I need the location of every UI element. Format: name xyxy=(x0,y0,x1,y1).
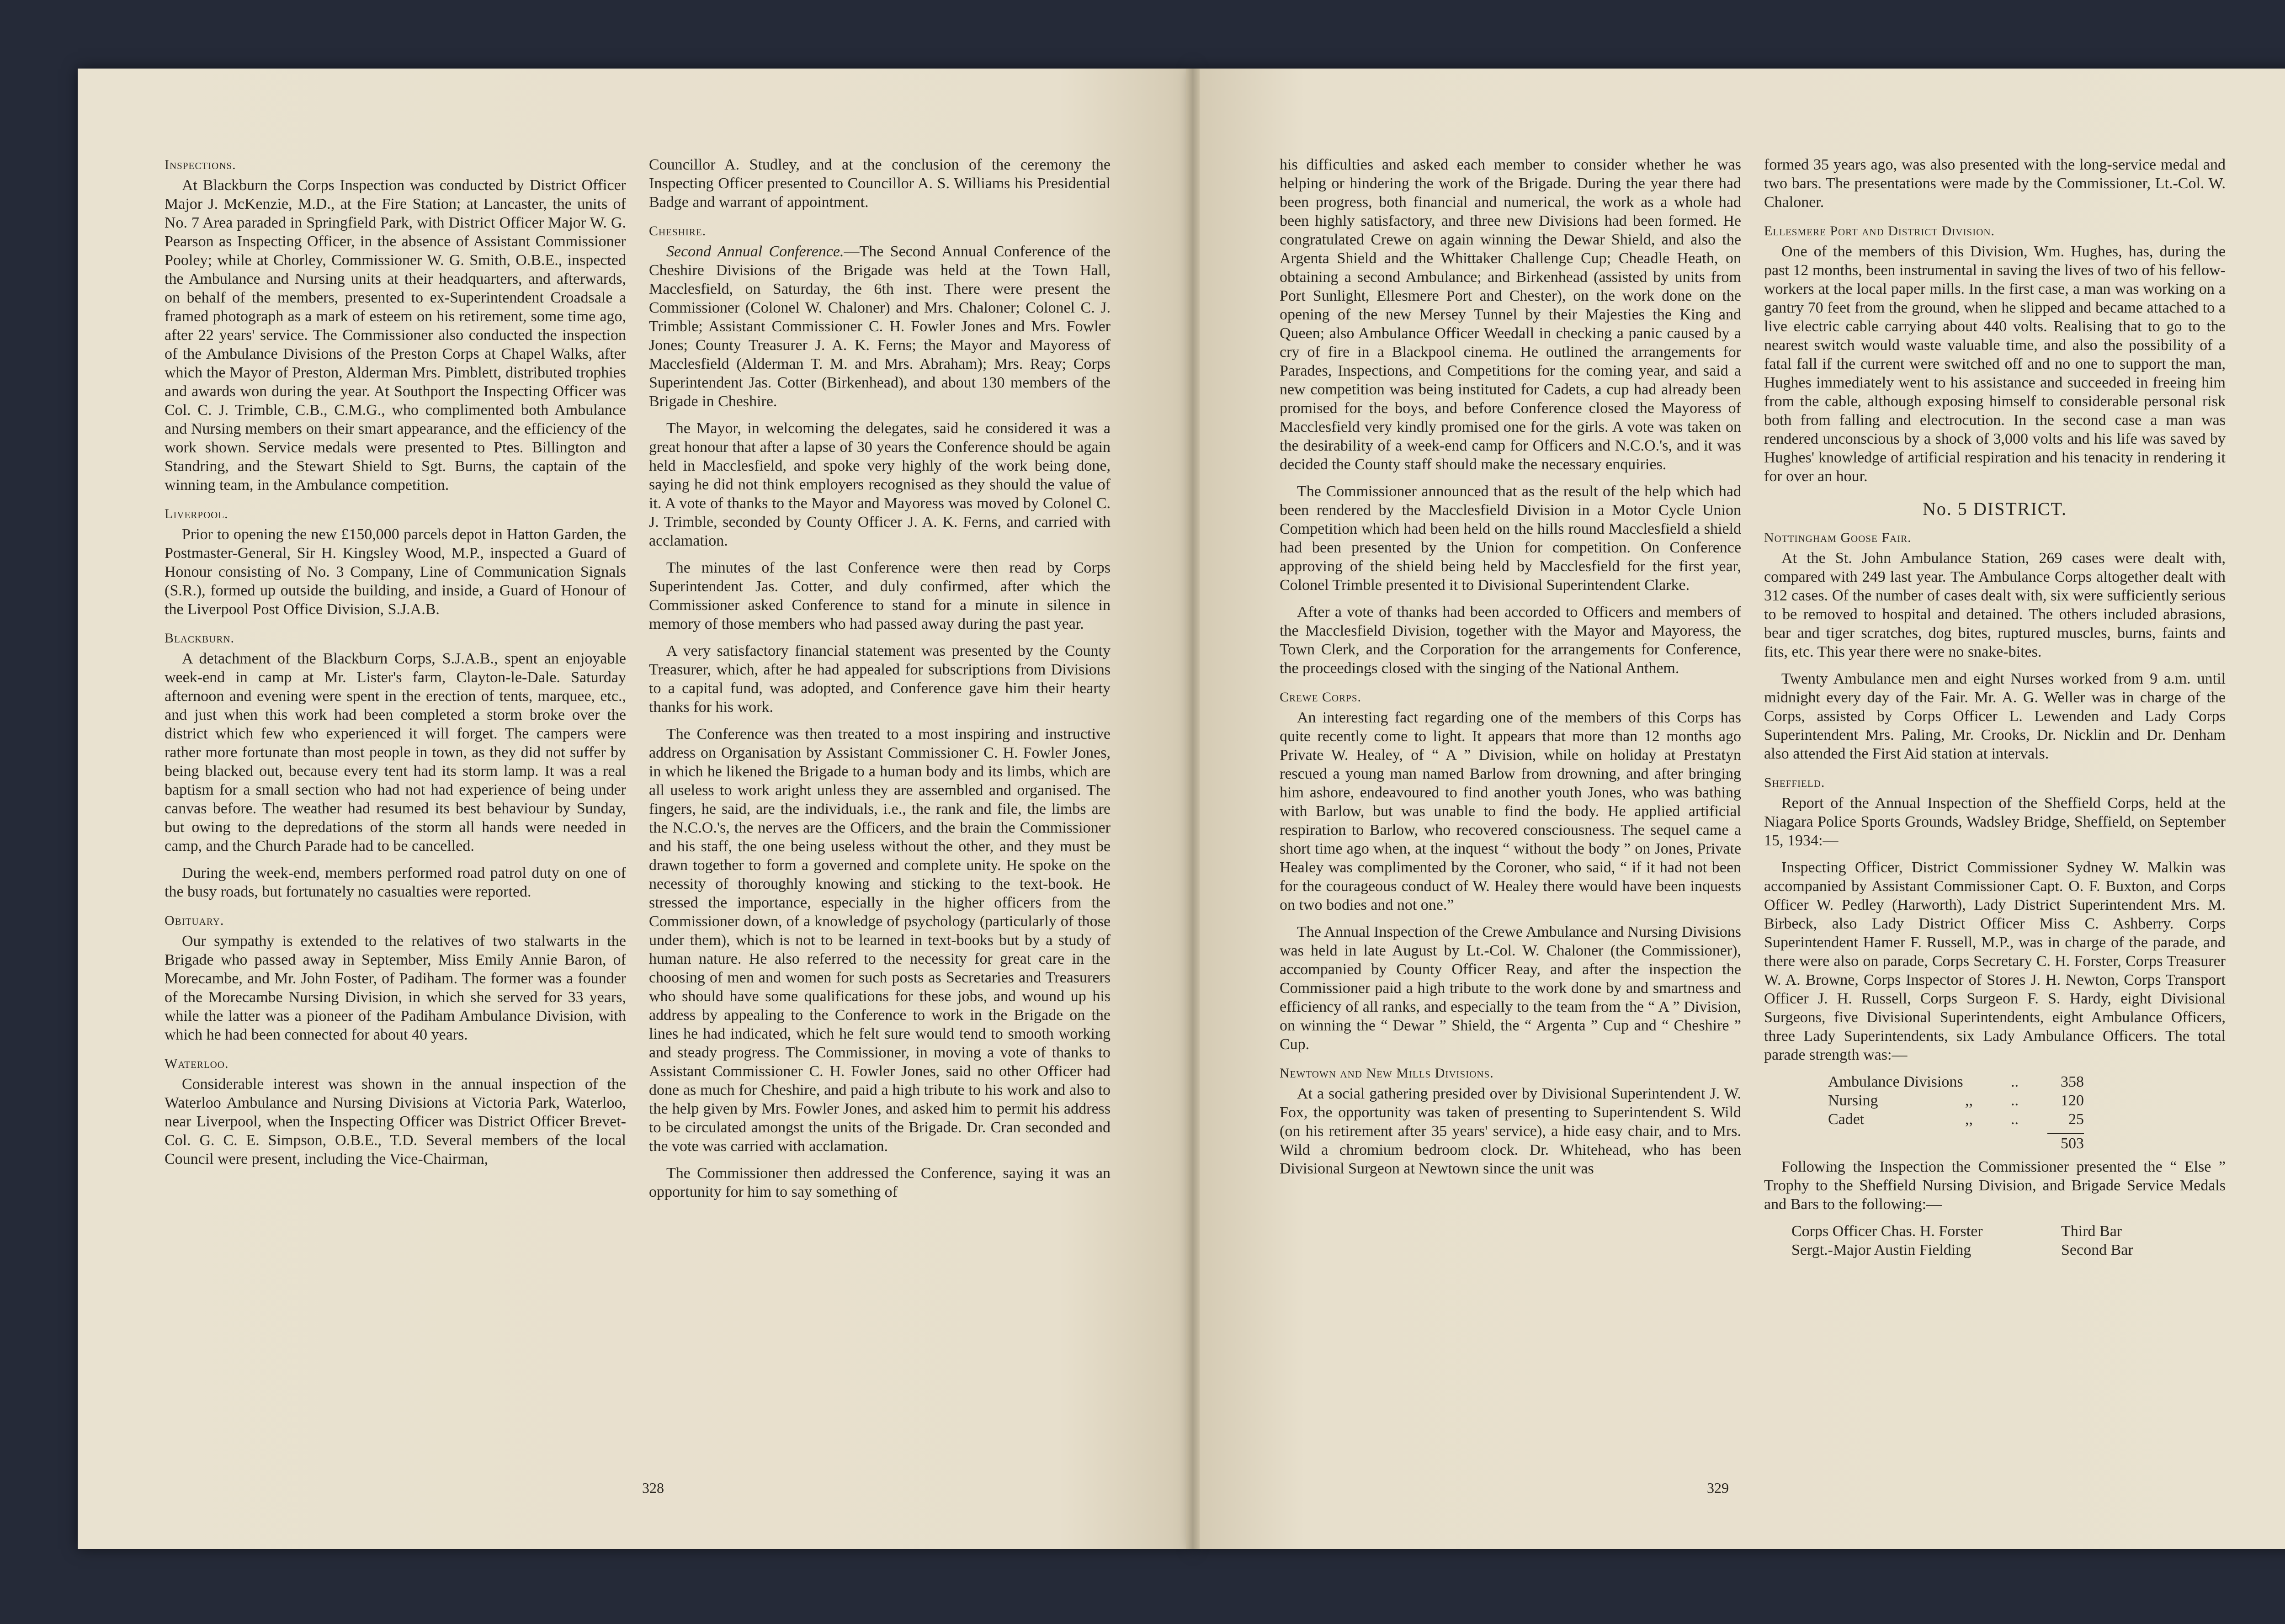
parade-strength-row xyxy=(1828,1072,2084,1091)
left-page-column-1 xyxy=(165,155,626,1177)
body-paragraph: The minutes of the last Conference were then read by Corps Superintendent Jas. Cotter, and duly confirmed, after which the Commissioner asked Conference to stand for a minute in silence in memory of those members who had passed away during the past year. xyxy=(649,559,1111,632)
award-name: Third Bar xyxy=(2061,1223,2122,1240)
award-row xyxy=(1791,1241,2226,1259)
award-row xyxy=(1791,1222,2226,1241)
left-page-column-2 xyxy=(649,155,1111,1210)
body-paragraph: Inspecting Officer, District Commissioner Sydney W. Malkin was accompanied by Assistant Commissioner Capt. O. F. Buxton, and Corps Officer W. Pedley (Harworth), Lady District Superintendent Mrs. M. Birbeck, also Lady District Officer Miss C. Ashberry. Corps Superintendent Hamer F. Russell, M.P., was in charge of the parade, and there were also on parade, Corps Secretary C. H. Forster, Corps Treasurer W. A. Browne, Corps Inspector of Stores J. H. Newton, Corps Transport Officer J. H. Russell, Corps Surgeon F. S. Hardy, eight Divisional Surgeons, five Divisional Superintendents, eight Ambulance Officers, three Lady Superintendents, six Lady Ambulance Officers. The total parade strength was:— xyxy=(1764,859,2226,1063)
awards-list xyxy=(1791,1222,2226,1259)
parade-strength-row xyxy=(1828,1110,2084,1129)
body-paragraph: An interesting fact regarding one of the members of this Corps has quite recently come to light. It appears that more than 12 months ago Private W. Healey, of “ A ” Division, while on holiday at Prestatyn rescued a young man named Barlow from drowning, and after bringing him ashore, endeavoured to find another youth Jones, who was bathing with Barlow, but was unable to find the body. He applied artificial respiration to Barlow, who recovered consciousness. The sequel came a short time ago when, at the inquest “ without the body ” on Jones, Private Healey was complimented by the Coroner, who said, “ if it had not been for the courageous conduct of W. Healey there would have been inquests on two bodies and not one.” xyxy=(1280,709,1741,913)
body-paragraph: At a social gathering presided over by Divisional Superintendent J. W. Fox, the opportunity was taken of presenting to Superintendent S. Wild (on his retirement after 35 years' service), a hide easy chair, and to Mrs. Wild a chromium bedroom clock. Dr. Whitehead, who has been Divisional Surgeon at Newtown since the unit was xyxy=(1280,1085,1741,1177)
district-heading: No. 5 DISTRICT. xyxy=(1923,499,2067,519)
ditto-mark: ,, xyxy=(1965,1092,1973,1109)
section-heading: Obituary. xyxy=(165,913,224,928)
body-paragraph: Prior to opening the new £150,000 parcels depot in Hatton Garden, the Postmaster-General, Sir H. Kingsley Wood, M.P., inspected a Guard of Honour consisting of No. 3 Company, Line of Communication Signals (S.R.), formed up outside the building, and inside, a Guard of Honour of the Liverpool Post Office Division, S.J.A.B. xyxy=(165,526,626,618)
division-count: 358 xyxy=(2061,1073,2084,1090)
parade-strength-row xyxy=(1828,1091,2084,1110)
body-paragraph: The Annual Inspection of the Crewe Ambulance and Nursing Divisions was held in late August by Lt.-Col. W. Chaloner (the Commissioner), accompanied by County Officer Reay, and after the inspection the Commissioner paid a high tribute to the work done by and smartness and efficiency of all ranks, and especially to the team from the “ A ” Division, on winning the “ Dewar ” Shield, the “ Argenta ” Cup and “ Cheshire ” Cup. xyxy=(1280,923,1741,1053)
section-heading: Inspections. xyxy=(165,157,236,172)
section-heading: Waterloo. xyxy=(165,1056,229,1071)
body-paragraph: After a vote of thanks had been accorded to Officers and members of the Macclesfield Division, together with the Mayor and Mayoress, the Town Clerk, and the Corporation for the arrangements for Conference, the proceedings closed with the singing of the National Anthem. xyxy=(1280,604,1741,677)
section-heading: Sheffield. xyxy=(1764,775,1825,790)
body-paragraph xyxy=(649,242,1111,411)
section-heading: Ellesmere Port and District Division. xyxy=(1764,223,1995,239)
parade-total: 503 xyxy=(2047,1133,2084,1153)
parade-strength-table xyxy=(1828,1072,2084,1153)
ditto-mark: ,, xyxy=(1965,1111,1973,1128)
page-number-right: 329 xyxy=(1707,1480,1729,1496)
continued-paragraph: his difficulties and asked each member to consider whether he was helping or hindering the work of the Brigade. During the year there had been progress, both financial and numerical, the work as a whole had been highly satisfactory, and three new Divisions had been formed. He congratulated Crewe on again winning the Dewar Shield, and also the Argenta Shield and the Whittaker Challenge Cup; Cheadle Heath, on obtaining a second Ambulance; and Birkenhead (assisted by units from Port Sunlight, Ellesmere Port and Chester), on the work done on the opening of the new Mersey Tunnel by their Majesties the King and Queen; also Ambulance Officer Weedall in checking a panic caused by a cry of fire in a Blackpool cinema. He outlined the arrangements for Parades, Inspections, and Competitions for the coming year, and said a new competition was being instituted for Cadets, a cup had already been promised for the boys, and before Conference closed the Mayoress of Macclesfield very kindly promised one for the girls. A vote was taken on the desirability of a week-end camp for Officers and N.C.O.'s, and it was decided the County staff should make the necessary enquiries. xyxy=(1280,156,1741,473)
right-page-column-2 xyxy=(1764,155,2226,1259)
body-paragraph: A detachment of the Blackburn Corps, S.J.A.B., spent an enjoyable week-end in camp at Mr. Lister's farm, Clayton-le-Dale. Saturday afternoon and evening were spent in the erection of tents, marquee, etc., and just when this work had been completed a storm broke over the district which few who experienced it will forget. The campers were rather more fortunate than most people in town, as they did not suffer by being blacked out, because every tent had its storm lamp. It was a real baptism for a small section who had not had experience of being under canvas before. The weather had resumed its best behaviour by Sunday, but owing to the depredations of the storm all hands were needed in camp, and the Church Parade had to be cancelled. xyxy=(165,650,626,854)
ditto-mark xyxy=(1965,1072,2011,1091)
body-paragraph: The Conference was then treated to a most inspiring and instructive address on Organisation by Assistant Commissioner C. H. Fowler Jones, in which he likened the Brigade to a human body and its limbs, which are all useless to work aright unless they are assembled and organised. The fingers, he said, are the individuals, i.e., the rank and file, the limbs are the N.C.O.'s, the nerves are the Officers, and the brain the Commissioner and his staff, the one being useless without the other, and they must be drawn together to form a governed and complete unity. He spoke on the necessity of thoroughly knowing and sticking to the text-book. He stressed the importance, especially in the higher officers from the Commissioner down, of a knowledge of psychology (particularly of those under them), which is not to be learned in text-books but by a study of human nature. He also referred to the necessity for great care in the choosing of men and women for such posts as Secretaries and Treasurers who should have some qualifications for these jobs, and wound up his address by appealing to the Conference to work in the Brigade on the lines he had indicated, which he felt sure would tend to smooth working and steady progress. The Commissioner, in moving a vote of thanks to Assistant Commissioner C. H. Fowler Jones, said no other Officer had done as much for Cheshire, and paid a high tribute to his work and also to the help given by Mrs. Fowler Jones, and asked him to permit his address to be circulated amongst the units of the Brigade. Dr. Cran seconded and the vote was carried with acclamation. xyxy=(649,726,1111,1155)
award-recipient: Sergt.-Major Austin Fielding xyxy=(1791,1242,1971,1258)
section-heading: Liverpool. xyxy=(165,506,228,521)
section-heading: Nottingham Goose Fair. xyxy=(1764,530,1912,545)
continued-paragraph: Councillor A. Studley, and at the conclusion of the ceremony the Inspecting Officer presented to Councillor A. S. Williams his Presidential Badge and warrant of appointment. xyxy=(649,156,1111,211)
body-paragraph: Twenty Ambulance men and eight Nurses worked from 9 a.m. until midnight every day of the Fair. Mr. A. G. Weller was in charge of the Corps, assisted by Corps Officer L. Lewenden and Lady Corps Superintendent Mrs. Paling, Mr. Crooks, Dr. Nicklin and Dr. Denham also attended the First Aid station at intervals. xyxy=(1764,670,2226,762)
body-paragraph: Considerable interest was shown in the annual inspection of the Waterloo Ambulance and Nursing Divisions at Victoria Park, Waterloo, near Liverpool, when the Inspecting Officer was District Officer Brevet-Col. G. C. E. Simpson, O.B.E., T.D. Several members of the local Council were present, including the Vice-Chairman, xyxy=(165,1076,626,1168)
award-recipient: Corps Officer Chas. H. Forster xyxy=(1791,1223,1983,1240)
left-page xyxy=(78,69,1193,1549)
section-heading: Crewe Corps. xyxy=(1280,690,1362,705)
leader-dots: .. xyxy=(2011,1073,2019,1090)
body-paragraph: A very satisfactory financial statement was presented by the County Treasurer, which, after he had appealed for subscriptions from Divisions to a capital fund, was adopted, and Conference gave him their hearty thanks for his work. xyxy=(649,642,1111,716)
page-number-left: 328 xyxy=(642,1480,664,1496)
leader-dots: .. xyxy=(2011,1092,2019,1109)
body-paragraph: At Blackburn the Corps Inspection was conducted by District Officer Major J. McKenzie, M.D., at the Fire Station; at Lancaster, the units of No. 7 Area paraded in Springfield Park, with District Officer Major W. G. Pearson as Inspecting Officer, in the absence of Assistant Commissioner Pooley; while at Chorley, Commissioner W. G. Smith, O.B.E., inspected the Ambulance and Nursing units at their headquarters, and afterwards, on behalf of the members, presented to ex-Superintendent Croadsale a framed photograph as a mark of esteem on his retirement, some time ago, after 22 years' service. The Commissioner also conducted the inspection of the Ambulance Divisions of the Preston Corps at Chapel Walks, after which the Mayor of Preston, Alderman Mrs. Pimblett, distributed trophies and awards won during the year. At Southport the Inspecting Officer was Col. C. J. Trimble, C.B., C.M.G., who complimented both Ambulance and Nursing members on their smart appearance, and the efficiency of the work shown. Service medals were presented to Ptes. Billington and Standring, and the Stewart Shield to Sgt. Burns, the captain of the winning team, in the Ambulance competition. xyxy=(165,177,626,494)
body-paragraph: Report of the Annual Inspection of the Sheffield Corps, held at the Niagara Police Sports Grounds, Wadsley Bridge, Sheffield, on September 15, 1934:— xyxy=(1764,795,2226,849)
magazine-spread xyxy=(78,69,2285,1549)
page-gutter xyxy=(1186,69,1200,1549)
division-label: Nursing xyxy=(1828,1092,1878,1109)
division-label: Ambulance Divisions xyxy=(1828,1073,1963,1090)
body-paragraph: The Commissioner then addressed the Conference, saying it was an opportunity for him to say something of xyxy=(649,1165,1111,1200)
body-paragraph: During the week-end, members performed road patrol duty on one of the busy roads, but fortunately no casualties were reported. xyxy=(165,865,626,900)
right-page xyxy=(1193,69,2285,1549)
right-page-column-1 xyxy=(1280,155,1741,1186)
leader-dots: .. xyxy=(2011,1111,2019,1128)
body-paragraph: Following the Inspection the Commissioner presented the “ Else ” Trophy to the Sheffield Nursing Division, and Brigade Service Medals and Bars to the following:— xyxy=(1764,1158,2226,1213)
section-heading: Cheshire. xyxy=(649,223,707,239)
section-heading: Blackburn. xyxy=(165,631,235,646)
paragraph-text: —The Second Annual Conference of the Cheshire Divisions of the Brigade was held at the Town Hall, Macclesfield, on Saturday, the 6th inst. There were present the Commissioner (Colonel W. Chaloner) and Mrs. Chaloner; Colonel C. J. Trimble; Assistant Commissioner C. H. Fowler Jones and Mrs. Fowler Jones; County Treasurer J. A. K. Ferns; the Mayor and Mayoress of Macclesfield (Alderman T. M. and Mrs. Abraham); Mrs. Reay; Corps Superintendent Jas. Cotter (Birkenhead), and about 130 members of the Brigade in Cheshire. xyxy=(649,243,1111,410)
body-paragraph: Our sympathy is extended to the relatives of two stalwarts in the Brigade who passed away in September, Miss Emily Annie Baron, of Morecambe, and Mr. John Foster, of Padiham. The former was a founder of the Morecambe Nursing Division, in which she served for 33 years, while the latter was a pioneer of the Padiham Ambulance Division, with which he had been connected for about 40 years. xyxy=(165,933,626,1043)
body-paragraph: At the St. John Ambulance Station, 269 cases were dealt with, compared with 249 last year. The Ambulance Corps altogether dealt with 312 cases. Of the number of cases dealt with, six were sufficiently serious to be removed to hospital and detained. The others included abrasions, bear and tiger scratches, dog bites, ruptured muscles, burns, faints and fits, etc. This year there were no snake-bites. xyxy=(1764,550,2226,660)
division-label: Cadet xyxy=(1828,1111,1865,1128)
section-heading: Newtown and New Mills Divisions. xyxy=(1280,1066,1494,1081)
division-count: 120 xyxy=(2061,1092,2084,1109)
award-name: Second Bar xyxy=(2061,1242,2133,1258)
body-paragraph: The Commissioner announced that as the result of the help which had been rendered by the Macclesfield Division in a Motor Cycle Union Competition which had been held on the hills round Macclesfield a shield had been presented by the Union for competition. On Conference approving of the shield being held by Macclesfield for the first year, Colonel Trimble presented it to Divisional Superintendent Clarke. xyxy=(1280,483,1741,594)
subheading-italic: Second Annual Conference. xyxy=(666,243,844,260)
body-paragraph: One of the members of this Division, Wm. Hughes, has, during the past 12 months, been instrumental in saving the lives of two of his fellow-workers at the local paper mills. In the first case, a man was working on a gantry 70 feet from the ground, when he slipped and became attached to a live electric cable carrying about 440 volts. Realising that to go to the nearest switch would waste valuable time, and also the possibility of a fatal fall if the current were switched off and no one to support the man, Hughes immediately went to his assistance and succeeded in freeing him from the cable, although exposing himself to considerable personal risk both from falling and electrocution. In the second case a man was rendered unconscious by a shock of 3,000 volts and his life was saved by Hughes' knowledge of artificial respiration and his tenacity in rendering it for over an hour. xyxy=(1764,243,2226,485)
continued-paragraph: formed 35 years ago, was also presented with the long-service medal and two bars. The presentations were made by the Commissioner, Lt.-Col. W. Chaloner. xyxy=(1764,156,2226,211)
body-paragraph: The Mayor, in welcoming the delegates, said he considered it was a great honour that after a lapse of 30 years the Conference should be again held in Macclesfield, and spoke very highly of the work being done, saying he did not think employers recognised as they should the value of it. A vote of thanks to the Mayor and Mayoress was moved by Colonel C. J. Trimble, seconded by County Officer J. A. K. Ferns, and carried with acclamation. xyxy=(649,420,1111,549)
division-count: 25 xyxy=(2068,1111,2084,1128)
